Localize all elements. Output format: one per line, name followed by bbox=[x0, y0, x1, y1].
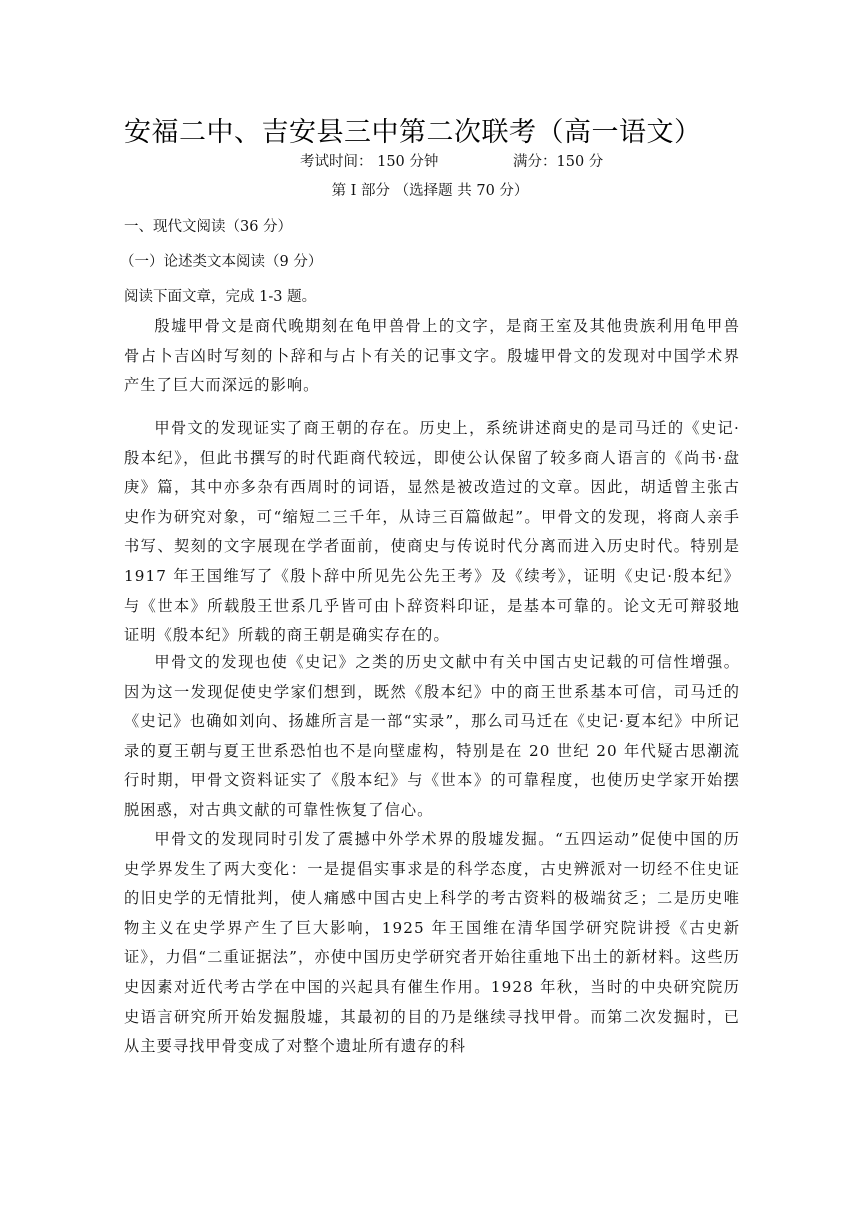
exam-time: 考试时间： 150 分钟 bbox=[300, 154, 439, 170]
part-heading: 第 I 部分 （选择题 共 70 分） bbox=[331, 183, 529, 199]
full-score: 满分：150 分 bbox=[513, 154, 604, 170]
exam-title: 安福二中、吉安县三中第二次联考（高一语文） bbox=[124, 117, 702, 148]
subsection-heading: （一）论述类文本阅读（9 分） bbox=[120, 254, 323, 270]
article-paragraph-4: 甲骨文的发现同时引发了震撼中外学术界的殷墟发掘。“五四运动”促使中国的历史学界发生了两大变化：一是提倡实事求是的科学态度，古史辨派对一切经不住史证的旧史学的无情批判，使人痛感中国古史上科学的考古资料的极端贫乏；二是历史唯物主义在史学界产生了巨大影响，1925 年王国维在清华国学研究院讲授《古史新证》，力倡“二重证据法”，亦使中国历史学研究者开始往重地下出土的新材料。这些历史因素对近代考古学在中国的兴起具有催生作用。1928 年秋，当时的中央研究院历史语言研究所开始发掘殷墟，其最初的目的乃是继续寻找甲骨。而第二次发掘时，已从主要寻找甲骨变成了对整个遗址所有遗存的科 bbox=[124, 830, 740, 1056]
article-paragraph-2: 甲骨文的发现证实了商王朝的存在。历史上，系统讲述商史的是司马迁的《史记·殷本纪》，但此书撰写的时代距商代较远，即使公认保留了较多商人语言的《尚书·盘庚》篇，其中亦多杂有西周时的词语，显然是被改造过的文章。因此，胡适曾主张古史作为研究对象，可“缩短二三千年，从诗三百篇做起”。甲骨文的发现，将商人亲手书写、契刻的文字展现在学者面前，使商史与传说时代分离而进入历史时代。特别是 1917 年王国维写了《殷卜辞中所见先公先王考》及《续考》，证明《史记·殷本纪》与《世本》所载殷王世系几乎皆可由卜辞资料印证，是基本可靠的。论文无可辩驳地证明《殷本纪》所载的商王朝是确实存在的。 bbox=[124, 419, 740, 645]
reading-instruction: 阅读下面文章，完成 1-3 题。 bbox=[124, 289, 317, 305]
article-paragraph-1: 殷墟甲骨文是商代晚期刻在龟甲兽骨上的文字，是商王室及其他贵族利用龟甲兽骨占卜吉凶时写刻的卜辞和与占卜有关的记事文字。殷墟甲骨文的发现对中国学术界产生了巨大而深远的影响。 bbox=[124, 317, 740, 395]
section-heading: 一、现代文阅读（36 分） bbox=[124, 219, 293, 235]
article-paragraph-3: 甲骨文的发现也使《史记》之类的历史文献中有关中国古史记载的可信性增强。因为这一发现促使史学家们想到，既然《殷本纪》中的商王世系基本可信，司马迁的《史记》也确如刘向、扬雄所言是一部“实录”，那么司马迁在《史记·夏本纪》中所记录的夏王朝与夏王世系恐怕也不是向壁虚构，特别是在 20 世纪 20 年代疑古思潮流行时期，甲骨文资料证实了《殷本纪》与《世本》的可靠程度，也使历史学家开始摆脱困惑，对古典文献的可靠性恢复了信心。 bbox=[124, 653, 740, 819]
